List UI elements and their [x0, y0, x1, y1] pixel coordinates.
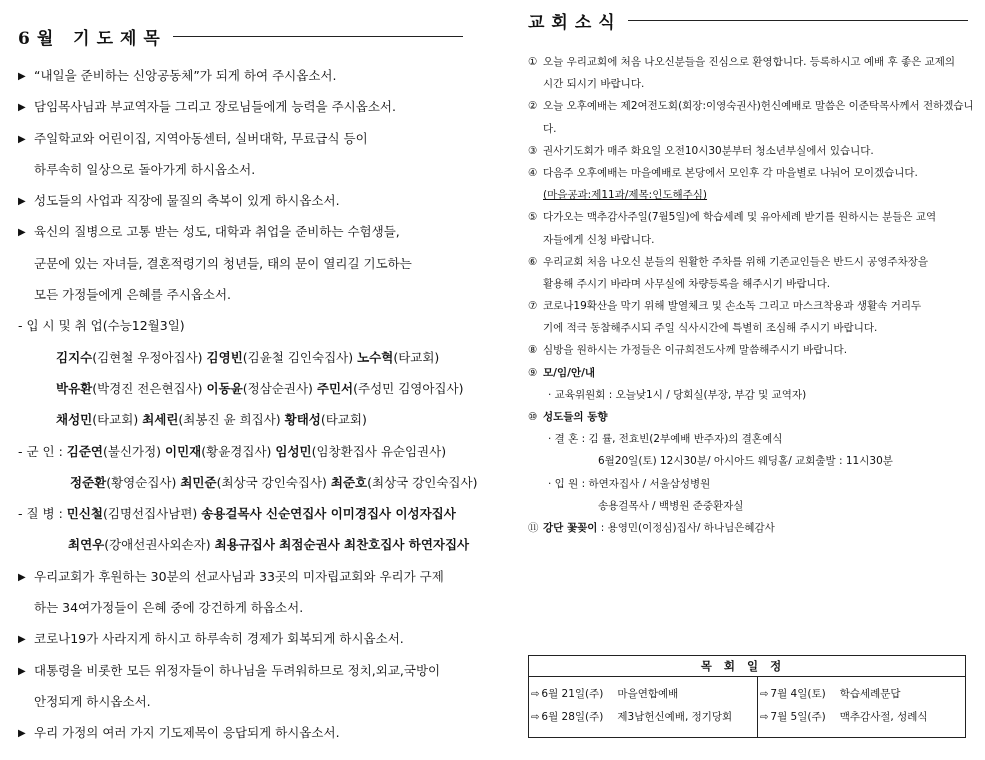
news-line-continued: 다. [543, 122, 557, 135]
news-item [528, 406, 968, 428]
news-item-number: ③ [528, 144, 538, 157]
prayer-item [18, 185, 463, 216]
prayer-item-text: 주일학교와 어린이집, 지역아동센터, 실버대학, 무료급식 등이 [34, 130, 368, 146]
person-note: (김윤철 김인숙집사) [242, 349, 358, 365]
person-note: (황윤경집사) [201, 443, 276, 459]
prayer-line-continued: 모든 가정들에게 은혜를 주시옵소서. [34, 287, 232, 303]
news-item [528, 517, 968, 539]
news-sub-item-continued: 6월20일(토) 12시30분/ 아시아드 웨딩홀/ 교회출발 : 11시30분 [598, 455, 893, 468]
schedule-left-column [529, 677, 758, 738]
schedule-date: 6월 28일(주) [541, 711, 604, 723]
prayer-item-text: 코로나19가 사라지게 하시고 하루속히 경제가 회복되게 하시옵소서. [34, 631, 404, 647]
person-note: (정삼순권사) [242, 380, 317, 396]
person-name: 채성민 [56, 412, 93, 428]
arrow-right-icon: ⇨ [531, 712, 540, 723]
person-note: (임창환집사 유순임권사) [311, 443, 447, 459]
news-item-text: 권사기도회가 매주 화요일 오전10시30분부터 청소년부실에서 있습니다. [543, 144, 874, 157]
exam-name-row [18, 342, 463, 373]
person-note: - 질 병 : [18, 506, 67, 522]
triangle-bullet-icon: ▶ [18, 665, 26, 677]
news-item-text: : 용영민(이정심)집사/ 하나님은혜감사 [597, 521, 775, 534]
person-name: 김지수 [56, 349, 93, 365]
triangle-bullet-icon: ▶ [18, 634, 26, 646]
news-item-text: 오늘 우리교회에 처음 나오신분들을 진심으로 환영합니다. 등록하시고 예배 후 좋은 교제의 [543, 56, 956, 68]
schedule-date: 6월 21일(주) [541, 688, 604, 700]
news-item-number: ⑨ [528, 366, 538, 379]
prayer-line-continued: 하는 34여가정들이 은혜 중에 강건하게 하옵소서. [34, 600, 304, 616]
prayer-item [18, 623, 463, 654]
person-name: 최연우 [68, 537, 105, 553]
person-name: 노수혁 [357, 349, 394, 365]
news-item-number: ⑦ [528, 300, 538, 313]
prayer-line-continued: 군문에 있는 자녀들, 결혼적령기의 청년들, 태의 문이 열리길 기도하는 [34, 255, 412, 271]
person-name: 송용걸목사 신순연집사 이미경집사 이성자집사 [201, 506, 456, 522]
person-name: 박유환 [56, 380, 93, 396]
person-note: (불신가정) [103, 443, 166, 459]
prayer-title-rule [173, 36, 463, 37]
person-name: 주민서 [316, 380, 354, 396]
schedule-event: 제3남헌신예배, 정기당회 [617, 711, 733, 723]
person-name: 김영빈 [206, 349, 243, 365]
person-name: 이동윤 [206, 380, 243, 396]
triangle-bullet-icon: ▶ [18, 571, 26, 583]
prayer-item [18, 60, 463, 91]
person-note: - 군 인 : [18, 443, 67, 459]
news-sub-item: · 입 원 : 하연자집사 / 서울삼성병원 [548, 477, 711, 490]
triangle-bullet-icon: ▶ [18, 102, 26, 114]
schedule-body [529, 677, 965, 738]
illness-name-row [18, 498, 463, 529]
prayer-item-text: 대통령을 비롯한 모든 위정자들이 하나님을 두려워하므로 정치,외교,국방이 [34, 662, 441, 678]
news-line-continued: 활용해 주시기 바라며 사무실에 차량등록을 해주시기 바랍니다. [543, 277, 831, 290]
prayer-item [18, 561, 463, 592]
news-item [528, 140, 968, 162]
triangle-bullet-icon: ▶ [18, 728, 26, 740]
person-note: (최봉진 윤 희집사) [178, 412, 285, 428]
illness-name-row [18, 529, 470, 560]
exam-name-row [18, 404, 463, 435]
news-item [528, 51, 968, 73]
news-item-text: 코로나19확산을 막기 위해 발열체크 및 손소독 그리고 마스크착용과 생활속 거리두 [543, 300, 922, 313]
triangle-bullet-icon: ▶ [18, 227, 26, 239]
person-note: (김현철 우정아집사) [92, 349, 207, 365]
person-note: (최상국 강인숙집사) [367, 474, 478, 490]
prayer-column [18, 0, 478, 749]
prayer-item-text: 우리교회가 후원하는 30분의 선교사님과 33곳의 미자립교회와 우리가 구제 [34, 568, 444, 584]
news-underlined-text: (마을공과:제11과/제목:인도해주심) [543, 189, 708, 202]
prayer-item-text: 육신의 질병으로 고통 받는 성도, 대학과 취업을 준비하는 수험생들, [34, 224, 400, 240]
news-column [528, 0, 974, 539]
news-item-number: ⑪ [528, 521, 539, 534]
triangle-bullet-icon: ▶ [18, 71, 26, 82]
schedule-right-column [758, 677, 965, 738]
schedule-row [529, 683, 757, 706]
person-name: 민신철 [66, 506, 103, 522]
schedule-event: 학습세례문답 [839, 688, 901, 700]
news-line-continued [528, 184, 968, 206]
prayer-list [18, 60, 478, 749]
person-note: (최상국 강인숙집사) [216, 474, 331, 490]
prayer-header [18, 22, 463, 50]
news-sub-item: · 교육위원회 : 오늘낮1시 / 당회실(부장, 부감 및 교역자) [548, 388, 807, 401]
news-title: 교회소식 [528, 12, 622, 33]
news-header [528, 6, 968, 34]
schedule-event: 마을연합예배 [617, 688, 679, 700]
prayer-item [18, 216, 463, 247]
prayer-item [18, 91, 463, 122]
news-item [528, 162, 968, 184]
news-item [528, 206, 968, 228]
news-item-text: 오늘 오후예배는 제2여전도회(회장:이영숙권사)헌신예배로 말씀은 이준탁목사께서 전하겠습니 [543, 100, 974, 113]
schedule-date: 7월 4일(토) [770, 688, 826, 700]
person-note: (타교회) [92, 412, 143, 428]
prayer-item-text: 담임목사님과 부교역자들 그리고 장로님들에게 능력을 주시옵소서. [34, 99, 396, 115]
prayer-item-text: 성도들의 사업과 직장에 물질의 축복이 있게 하시옵소서. [34, 193, 340, 209]
person-name: 최용규집사 최점순권사 최찬호집사 하연자집사 [214, 537, 470, 553]
news-item-number: ⑥ [528, 255, 538, 268]
prayer-item-text: 우리 가정의 여러 가지 기도제목이 응답되게 하시옵소서. [34, 725, 340, 741]
news-item [528, 95, 974, 117]
news-sub-item: · 결 혼 : 김 률, 전효빈(2부예배 반주자)의 결혼예식 [548, 433, 783, 446]
person-name: 황태성 [284, 412, 321, 428]
news-line-continued: 기에 적극 동참해주시되 주일 식사시간에 특별히 조심해 주시기 바랍니다. [543, 322, 878, 335]
person-note: (김명선집사남편) [103, 506, 202, 522]
person-name: 이민재 [165, 443, 202, 459]
arrow-right-icon: ⇨ [760, 689, 769, 700]
news-item-text: 우리교회 처음 나오신 분들의 원활한 주차를 위해 기존교인들은 반드시 공영주차장을 [543, 255, 929, 268]
person-name: 임성민 [275, 443, 312, 459]
exam-label: - 입 시 및 취 업(수능12월3일) [18, 318, 185, 334]
news-sub-item-continued: 송용걸목사 / 백병원 준중환자실 [598, 499, 744, 512]
schedule-date: 7월 5일(주) [770, 711, 826, 723]
news-item-number: ② [528, 100, 538, 113]
schedule-row [529, 706, 757, 729]
exam-name-row [18, 373, 463, 404]
news-item-heading: 모/임/안/내 [543, 366, 596, 379]
news-item-text: 심방을 원하시는 가정들은 이규희전도사께 말씀해주시기 바랍니다. [543, 344, 848, 357]
news-item-number: ⑧ [528, 344, 538, 357]
news-list [528, 51, 974, 539]
person-name: 김준연 [66, 443, 103, 459]
prayer-item [18, 655, 463, 686]
news-item [528, 362, 968, 384]
military-name-row [18, 467, 478, 498]
person-note: (강애선권사외손자) [104, 537, 215, 553]
prayer-item [18, 717, 463, 748]
schedule-row [758, 683, 965, 706]
news-item [528, 339, 968, 361]
triangle-bullet-icon: ▶ [18, 133, 26, 145]
news-item [528, 251, 968, 273]
person-name: 최세린 [142, 412, 179, 428]
triangle-bullet-icon: ▶ [18, 196, 26, 208]
news-item [528, 295, 968, 317]
schedule-event: 맥추감사절, 성례식 [839, 711, 928, 723]
person-name: 정준환 [70, 474, 107, 490]
prayer-item [18, 123, 463, 154]
news-line-continued: 시간 되시기 바랍니다. [543, 78, 645, 91]
news-item-number: ① [528, 56, 538, 68]
person-name: 최민준 [180, 474, 217, 490]
person-note: (타교회) [393, 349, 440, 365]
news-title-rule [628, 20, 968, 21]
prayer-line-continued: 하루속히 일상으로 돌아가게 하시옵소서. [34, 161, 256, 177]
prayer-item-text: “내일을 준비하는 신앙공동체”가 되게 하여 주시옵소서. [34, 68, 337, 83]
prayer-title: 6월 기도제목 [18, 28, 167, 49]
news-item-heading: 강단 꽃꽂이 [543, 521, 598, 534]
news-item-number: ⑤ [528, 211, 538, 224]
person-note: (타교회) [320, 412, 367, 428]
news-item-text: 다가오는 맥추감사주일(7월5일)에 학습세례 및 유아세례 받기를 원하시는 분들은 교역 [543, 211, 937, 224]
person-note: (박경진 전은현집사) [92, 380, 207, 396]
person-name: 최준호 [330, 474, 368, 490]
news-item-number: ⑩ [528, 411, 538, 423]
news-item-text: 다음주 오후예배는 마을예배로 본당에서 모인후 각 마을별로 나눠어 모이겠습니다. [543, 166, 918, 179]
schedule-title: 목회일정 [529, 656, 965, 677]
schedule-box [528, 655, 966, 738]
schedule-row [758, 706, 965, 729]
news-item-heading: 성도들의 동향 [543, 411, 608, 423]
news-line-continued: 자들에게 신청 바랍니다. [543, 233, 655, 246]
military-name-row [18, 436, 463, 467]
prayer-line-continued: 안정되게 하시옵소서. [34, 693, 151, 709]
arrow-right-icon: ⇨ [531, 689, 540, 700]
person-note: (황영순집사) [106, 474, 181, 490]
person-note: (주성민 김영아집사) [353, 380, 464, 396]
arrow-right-icon: ⇨ [760, 712, 769, 723]
news-item-number: ④ [528, 166, 538, 179]
